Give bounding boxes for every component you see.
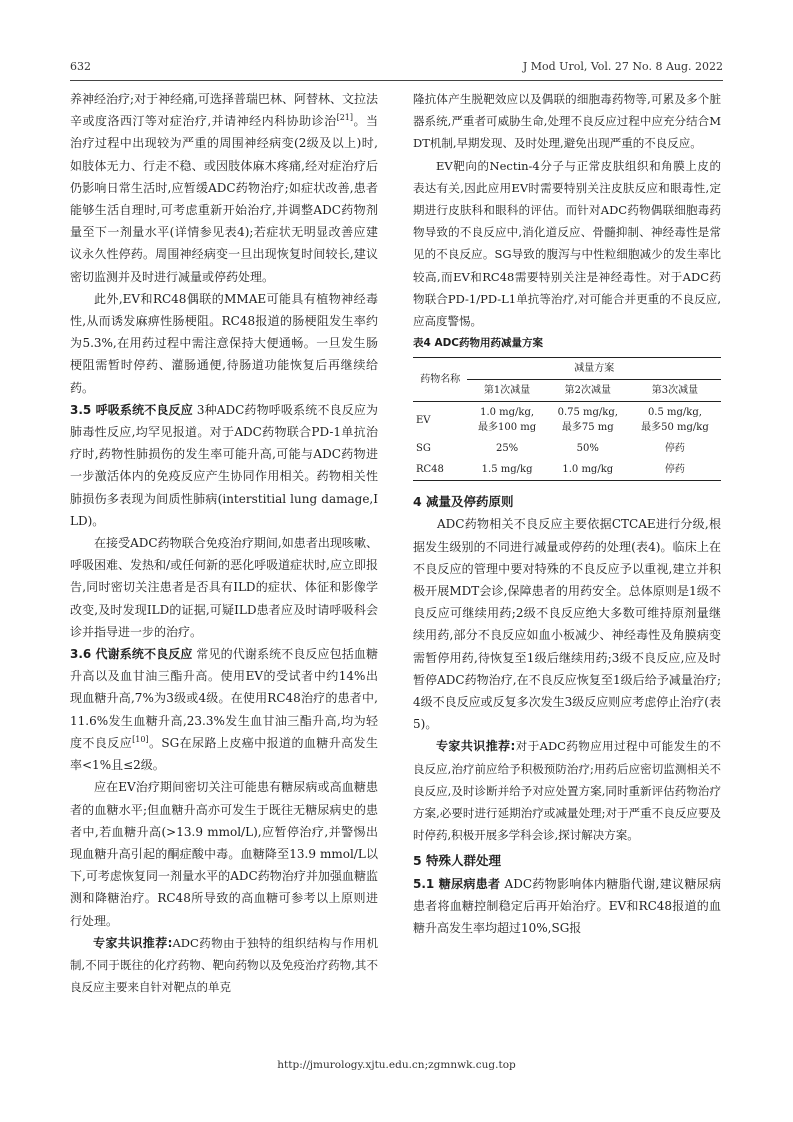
paragraph-dose-principles: ADC药物相关不良反应主要依据CTCAE进行分级,根据发生级别的不同进行减量或停药的处理(表4)。临床上在不良反应的管理中要对特殊的不良反应予以重视,建立并积极开展MDT会诊,保障患者的用药安全。总体原则是1级不良反应可继续用药;2级不良反应绝大多数可维持原剂量继续用药,部分不良反应如血小板减少、神经毒性及角膜病变需暂停用药,待恢复至1级后继续用药;3级不良反应,应及时暂停ADC药物治疗,在不良反应恢复至1级后给予减量治疗;4级不良反应或反复多次发生3级反应则应考虑停止治疗(表5)。 [413, 517, 721, 732]
table-cell-drug: RC48 [413, 459, 467, 481]
table-cell-drug: EV [413, 402, 467, 439]
table-row [413, 402, 721, 439]
table-row [413, 438, 721, 459]
expert-consensus-right: 专家共识推荐:对于ADC药物应用过程中可能发生的不良反应,治疗前应给予积极预防治疗;用药后应密切监测相关不良反应,及时诊断并给予对应处置方案,同时重新评估药物治疗方案,必要时进行延期治疗或减量处理;对于严重不良反应要及时停药,积极开展多学科会诊,探讨解决方案。 [413, 739, 721, 843]
section-heading: 3.5 呼吸系统不良反应 [70, 402, 193, 417]
paragraph-mdt: 隆抗体产生脱靶效应以及偶联的细胞毒药物等,可累及多个脏器系统,严重者可威胁生命,处理不良反应过程中应充分结合MDT机制,早期发现、及时处理,避免出现严重的不良反应。 [413, 92, 721, 151]
table-caption: 表4 ADC药物用药减量方案 [413, 337, 544, 350]
section-heading: 3.6 代谢系统不良反应 [70, 647, 193, 662]
footer-url: http://jmurology.xjtu.edu.cn;zgmnwk.cug.top [277, 1059, 516, 1071]
section-4-heading: 4 减量及停药原则 [413, 494, 514, 510]
citation-ref: [21] [336, 113, 353, 123]
table-cell: 停药 [629, 459, 721, 481]
dose-reduction-table [413, 357, 721, 481]
expert-consensus-left: 专家共识推荐:ADC药物由于独特的组织结构与作用机制,不同于既往的化疗药物、靶向药物以及免疫治疗药物,其不良反应主要来自针对靶点的单克 [70, 935, 378, 995]
section-5-1-diabetes: 5.1 糖尿病患者 ADC药物影响体内糖脂代谢,建议糖尿病患者将血糖控制稳定后再开始治疗。EV和RC48报道的血糖升高发生率均超过10%,SG报 [413, 876, 721, 936]
header-rule [70, 80, 723, 81]
table-header-group: 减量方案 [467, 358, 721, 380]
table-cell: 1.5 mg/kg [467, 459, 546, 481]
table-cell: 0.5 mg/kg, 最多50 mg/kg [629, 402, 721, 439]
paragraph-hyperglycemia: 应在EV治疗期间密切关注可能患有糖尿病或高血糖患者的血糖水平;但血糖升高亦可发生于既往无糖尿病史的患者中,若血糖升高(>13.9 mmol/L),应暂停治疗,并警惕出现血糖升高引起的酮症酸中毒。血糖降至13.9 mmol/L以下,可考虑恢复同一剂量水平的ADC药物治疗并加强血糖监测和降糖治疗。RC48所导致的高血糖可参考以上原则进行处理。 [70, 780, 378, 928]
right-column [413, 88, 721, 939]
section-5-heading: 5 特殊人群处理 [413, 853, 502, 869]
table-header-col3: 第3次减量 [651, 385, 699, 397]
page-number: 632 [70, 60, 91, 73]
table-header-col1: 第1次减量 [483, 385, 531, 397]
consensus-label: 专家共识推荐: [93, 935, 173, 950]
consensus-label: 专家共识推荐: [436, 739, 516, 754]
paragraph-neuropathy-treatment: 养神经治疗;对于神经痛,可选择普瑞巴林、阿替林、文拉法辛或度洛西汀等对症治疗,并请神经内科协助诊治[21]。当治疗过程中出现较为严重的周围神经病变(2级及以上)时,如肢体无力、行走不稳、或因肢体麻木疼痛,经对症治疗后仍影响日常生活时,应暂缓ADC药物治疗;如症状改善,患者能够生活自理时,可考虑重新开始治疗,并调整ADC药物剂量至下一剂量水平(详情参见表4);若症状无明显改善应建议永久性停药。周围神经病变一旦出现恢复时间较长,建议密切监测并及时进行减量或停药处理。 [70, 92, 378, 284]
table-cell: 50% [576, 443, 599, 455]
table-cell: 25% [495, 443, 519, 455]
table-cell: 停药 [664, 443, 685, 455]
section-3-6-metabolic: 3.6 代谢系统不良反应 常见的代谢系统不良反应包括血糖升高以及血甘油三酯升高。使用EV的受试者中约14%出现血糖升高,7%为3级或4级。在使用RC48治疗的患者中,11.6%发生血糖升高,23.3%发生血甘油三酯升高,均为轻度不良反应[10]。SG在尿路上皮癌中报道的血糖升高发生率<1%且≤2级。 [70, 647, 378, 773]
paragraph-nectin4: EV靶向的Nectin-4分子与正常皮肤组织和角膜上皮的表达有关,因此应用EV时需要特别关注皮肤反应和眼毒性,定期进行皮肤科和眼科的评估。而针对ADC药物偶联细胞毒药物导致的不良反应中,消化道反应、骨髓抑制、神经毒性是常见的不良反应。SG导致的腹泻与中性粒细胞减少的发生率比较高,而EV和RC48需要特别关注是神经毒性。对于ADC药物联合PD-1/PD-L1单抗等治疗,对可能合并更重的不良反应,应高度警惕。 [413, 158, 721, 329]
section-heading: 5.1 糖尿病患者 [413, 876, 501, 891]
table-cell: 1.0 mg/kg, 最多100 mg [467, 402, 546, 439]
table-row [413, 459, 721, 481]
table-header-drug: 药物名称 [413, 358, 467, 402]
citation-ref: [10] [132, 734, 149, 744]
table-cell: 1.0 mg/kg [547, 459, 629, 481]
table-header-col2: 第2次减量 [564, 385, 611, 397]
left-column [70, 88, 378, 998]
table-cell: 0.75 mg/kg, 最多75 mg [547, 402, 629, 439]
paragraph-ileus: 此外,EV和RC48偶联的MMAE可能具有植物神经毒性,从而诱发麻痹性肠梗阻。RC48报道的肠梗阻发生率约为5.3%,在用药过程中需注意保持大便通畅。一旦发生肠梗阻需暂时停药、灌肠通便,待肠道功能恢复后再继续给药。 [70, 291, 378, 395]
journal-citation: J Mod Urol, Vol. 27 No. 8 Aug. 2022 [522, 60, 723, 73]
paragraph-ild: 在接受ADC药物联合免疫治疗期间,如患者出现咳嗽、呼吸困难、发热和/或任何新的恶化呼吸道症状时,应立即报告,同时密切关注患者是否具有ILD的症状、体征和影像学改变,及时发现ILD的证据,可疑ILD患者应及时请呼吸科会诊并指导进一步的治疗。 [70, 536, 378, 639]
section-3-5-respiratory: 3.5 呼吸系统不良反应 3种ADC药物呼吸系统不良反应为肺毒性反应,均罕见报道。对于ADC药物联合PD-1单抗治疗时,药物性肺损伤的发生率可能升高,可能与ADC药物进一步激活体内的免疫反应产生协同作用相关。药物相关性肺损伤多表现为间质性肺病(interstitial lung damage,ILD)。 [70, 402, 379, 528]
table-cell-drug: SG [416, 443, 431, 455]
